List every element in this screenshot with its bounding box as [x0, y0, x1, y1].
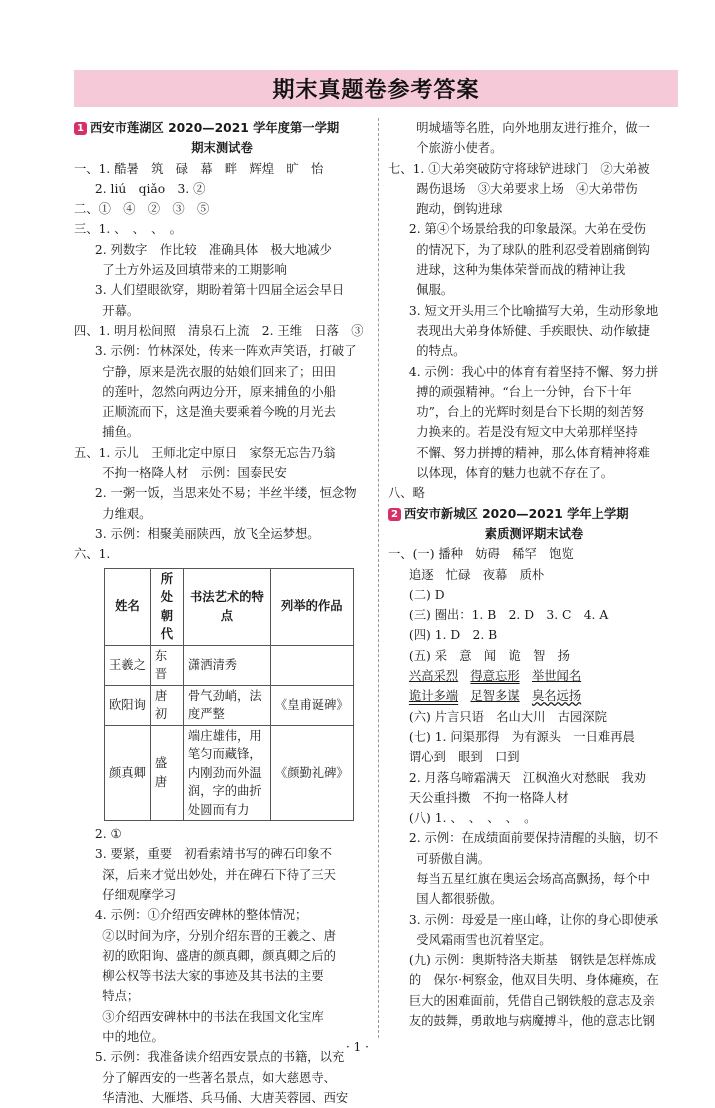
answer-line: 3. 示例：相聚美丽陕西，放飞全运梦想。 [94, 526, 320, 541]
table-header-row [105, 568, 354, 645]
table-cell: 王羲之 [105, 645, 151, 685]
section-badge: 1 [74, 122, 87, 135]
table-cell: 欧阳询 [105, 685, 151, 725]
answer-line: 正顺流而下，这是渔夫要乘着今晚的月光去 [102, 405, 336, 420]
answer-line: 2. 列数字 作比较 准确具体 极大地减少 [94, 242, 332, 257]
answer-line: 搏的顽强精神。“台上一分钟，台下十年 [416, 384, 632, 399]
table-cell: 《颜勤礼碑》 [270, 725, 353, 821]
answer-line: 跑动，倒钩进球 [416, 202, 503, 217]
answer-line: 3. 示例：母爱是一座山峰，让你的身心即使承 [408, 912, 659, 927]
section-1-title: 1 西安市莲湖区 2020—2021 学年度第一学期 [74, 118, 370, 138]
answer-line: 四、1. 明月松间照 清泉石上流 2. 王维 日落 ③ [74, 323, 364, 338]
table-cell: 颜真卿 [105, 725, 151, 821]
answer-line: 捕鱼。 [102, 425, 140, 440]
answer-line: 国人都很骄傲。 [416, 892, 503, 907]
answer-line: 明城墙等名胜，向外地朋友进行推介，做一 [416, 121, 650, 135]
table-cell: 端庄雄伟，用笔匀而藏锋，内刚劲而外温润，字的曲折处圆而有力 [183, 725, 270, 821]
table-cell: 骨气劲峭，法度严整 [183, 685, 270, 725]
page-number: · 1 · [346, 1040, 369, 1054]
answer-line: 二、① ④ ② ③ ⑤ [74, 202, 210, 217]
table-header: 列举的作品 [270, 568, 353, 645]
table-row [105, 725, 354, 821]
answer-line: 巨大的困难面前，凭借自己钢铁般的意志及亲 [408, 993, 655, 1008]
idiom: 得意忘形 [470, 669, 520, 684]
answer-line: 2. liú qiǎo 3. ② [94, 181, 206, 196]
answer-line: 4. 示例：我心中的体育有着坚持不懈、努力拼 [408, 364, 659, 379]
answer-line: 力换来的。若是没有短文中大弟那样坚持 [416, 425, 638, 440]
idiom: 举世闻名 [531, 669, 582, 684]
answer-line: 佩服。 [416, 283, 454, 298]
answer-line: 2. 一粥一饭，当思来处不易；半丝半缕，恒念物 [94, 486, 357, 501]
idiom-line [388, 666, 680, 686]
answer-line: 中的地位。 [102, 1030, 164, 1044]
answer-line: 的 保尔·柯察金，他双目失明、身体瘫痪，在 [408, 973, 659, 988]
answer-line: 友的鼓舞，勇敢地与病魔搏斗，他的意志比钢 [408, 1014, 655, 1029]
answer-line: ②以时间为序，分别介绍东晋的王羲之、唐 [102, 928, 336, 943]
answer-line: 力维艰。 [102, 506, 152, 521]
idiom: 足智多谋 [470, 689, 520, 704]
answer-line: 2. 第④个场景给我的印象最深。大弟在受伤 [408, 222, 646, 237]
page-title: 期末真题卷参考答案 [272, 78, 480, 103]
answer-line: 华清池、大雁塔、兵马俑、大唐芙蓉园、西安 [102, 1090, 349, 1105]
answer-line: (二) D [408, 587, 445, 602]
answer-line: 天公重抖擞 不拘一格降人材 [408, 790, 569, 805]
answer-line: 不拘一格降人材 示例：国泰民安 [102, 466, 287, 481]
answer-line: (三) 圈出：1. B 2. D 3. C 4. A [408, 608, 609, 623]
answer-line: 的莲叶，忽然向两边分开，原来捕鱼的小船 [102, 384, 336, 399]
answer-line: 2. 月落乌啼霜满天 江枫渔火对愁眠 我劝 [408, 770, 646, 785]
answer-line: 个旅游小使者。 [416, 141, 503, 156]
answer-line: 深，后来才觉出妙处，并在碑石下待了三天 [102, 867, 336, 882]
table-cell: 潇洒清秀 [183, 645, 270, 685]
answer-line: 踢伤退场 ③大弟要求上场 ④大弟带伤 [416, 181, 638, 196]
table-header: 所处朝代 [150, 568, 183, 645]
answer-line: 仔细观摩学习 [102, 887, 177, 902]
idiom: 诡计多端 [408, 689, 459, 704]
answer-line: 3. 人们望眼欲穿，期盼着第十四届全运会早日 [94, 283, 345, 298]
right-column [388, 118, 680, 1031]
answer-line: 可骄傲自满。 [416, 851, 491, 866]
answer-line: (六) 片言只语 名山大川 古园深院 [408, 709, 607, 724]
table-row [105, 685, 354, 725]
answer-line: 八、略 [388, 486, 425, 501]
answer-line: 3. 要紧，重要 初看索靖书写的碑石印象不 [94, 847, 332, 862]
section-2-subtitle: 素质测评期末试卷 [484, 526, 584, 541]
answer-line: 的特点。 [416, 344, 466, 359]
answer-line: 特点； [102, 989, 140, 1004]
answer-line: 初的欧阳询、盛唐的颜真卿，颜真卿之后的 [102, 948, 336, 963]
table-cell [270, 645, 353, 685]
answer-line: 分了解西安的一些著名景点，如大慈恩寺、 [102, 1070, 336, 1085]
answer-line: 3. 示例：竹林深处，传来一阵欢声笑语，打破了 [94, 344, 357, 359]
answer-line: 受风霜雨雪也沉着坚定。 [416, 932, 552, 947]
idiom: 兴高采烈 [408, 669, 459, 684]
idiom-line [388, 686, 680, 706]
title-bar [74, 70, 678, 107]
answer-line: 一、1. 酷暑 筑 碌 幕 畔 辉煌 旷 怡 [74, 161, 324, 176]
answer-line: 3. 短文开头用三个比喻描写大弟，生动形象地 [408, 303, 659, 318]
section-1-subtitle: 期末测试卷 [191, 141, 253, 156]
answer-line: 2. ① [94, 827, 122, 842]
answer-line: (八) 1. 、 、 、 、 。 [408, 811, 537, 826]
answer-line: (五) 采 意 闻 诡 智 扬 [408, 648, 570, 663]
section-2-title: 2 西安市新城区 2020—2021 学年上学期 [388, 504, 680, 524]
answer-line: 的情况下，为了球队的胜利忍受着剧痛倒钩 [416, 242, 650, 257]
answer-line: (九) 示例：奥斯特洛夫斯基 钢铁是怎样炼成 [408, 953, 657, 968]
answer-line: 表现出大弟身体矫健、手疾眼快、动作敏捷 [416, 323, 650, 338]
answer-line: 功”，台上的光辉时刻是台下长期的刻苦努 [416, 405, 644, 420]
calligraphy-table [104, 568, 354, 822]
answer-line: (四) 1. D 2. B [408, 628, 498, 643]
section-badge: 2 [388, 508, 401, 521]
answer-line: 六、1. [74, 547, 111, 562]
answer-line: 5. 示例：我准备读介绍西安景点的书籍，以充 [94, 1050, 345, 1065]
answer-line: 五、1. 示儿 王师北定中原日 家祭无忘告乃翁 [74, 445, 336, 460]
column-divider [378, 118, 379, 1038]
answer-line: 了土方外运及回填带来的工期影响 [102, 263, 287, 278]
table-header: 书法艺术的特点 [183, 568, 270, 645]
idiom: 臭名远扬 [531, 689, 582, 704]
answer-line: 4. 示例：①介绍西安碑林的整体情况； [94, 908, 308, 923]
answer-line: 2. 示例：在成绩面前要保持清醒的头脑，切不 [408, 831, 659, 846]
answer-line: (七) 1. 问渠那得 为有源头 一日难再晨 [408, 729, 635, 744]
answer-line: 进球，这种为集体荣誉而战的精神让我 [416, 263, 626, 278]
answer-line: 柳公权等书法大家的事迹及其书法的主要 [102, 969, 324, 984]
answer-line: 谓心到 眼到 口到 [408, 750, 520, 765]
table-row [105, 645, 354, 685]
answer-line: 三、1. 、 、 、 。 [74, 222, 182, 237]
answer-line: ③介绍西安碑林中的书法在我国文化宝库 [102, 1009, 324, 1024]
answer-line: 不懈、努力拼搏的精神，那么体育精神将难 [416, 445, 650, 460]
table-header: 姓名 [105, 568, 151, 645]
left-column [74, 118, 370, 1108]
table-cell: 《皇甫诞碑》 [270, 685, 353, 725]
answer-line: 一、(一) 播种 妨碍 稀罕 饱览 [388, 547, 574, 562]
table-cell: 盛唐 [150, 725, 183, 821]
answer-line: 宁静，原来是洗衣服的姑娘们回来了；田田 [102, 364, 336, 379]
answer-line: 以体现，体育的魅力也就不存在了。 [416, 466, 614, 481]
table-cell: 东晋 [150, 645, 183, 685]
answer-line: 七、1. ①大弟突破防守将球铲进球门 ②大弟被 [388, 161, 650, 176]
table-cell: 唐初 [150, 685, 183, 725]
answer-line: 追逐 忙碌 夜幕 质朴 [408, 567, 545, 582]
answer-line: 开幕。 [102, 303, 140, 318]
answer-line: 每当五星红旗在奥运会场高高飘扬，每个中 [416, 871, 650, 886]
